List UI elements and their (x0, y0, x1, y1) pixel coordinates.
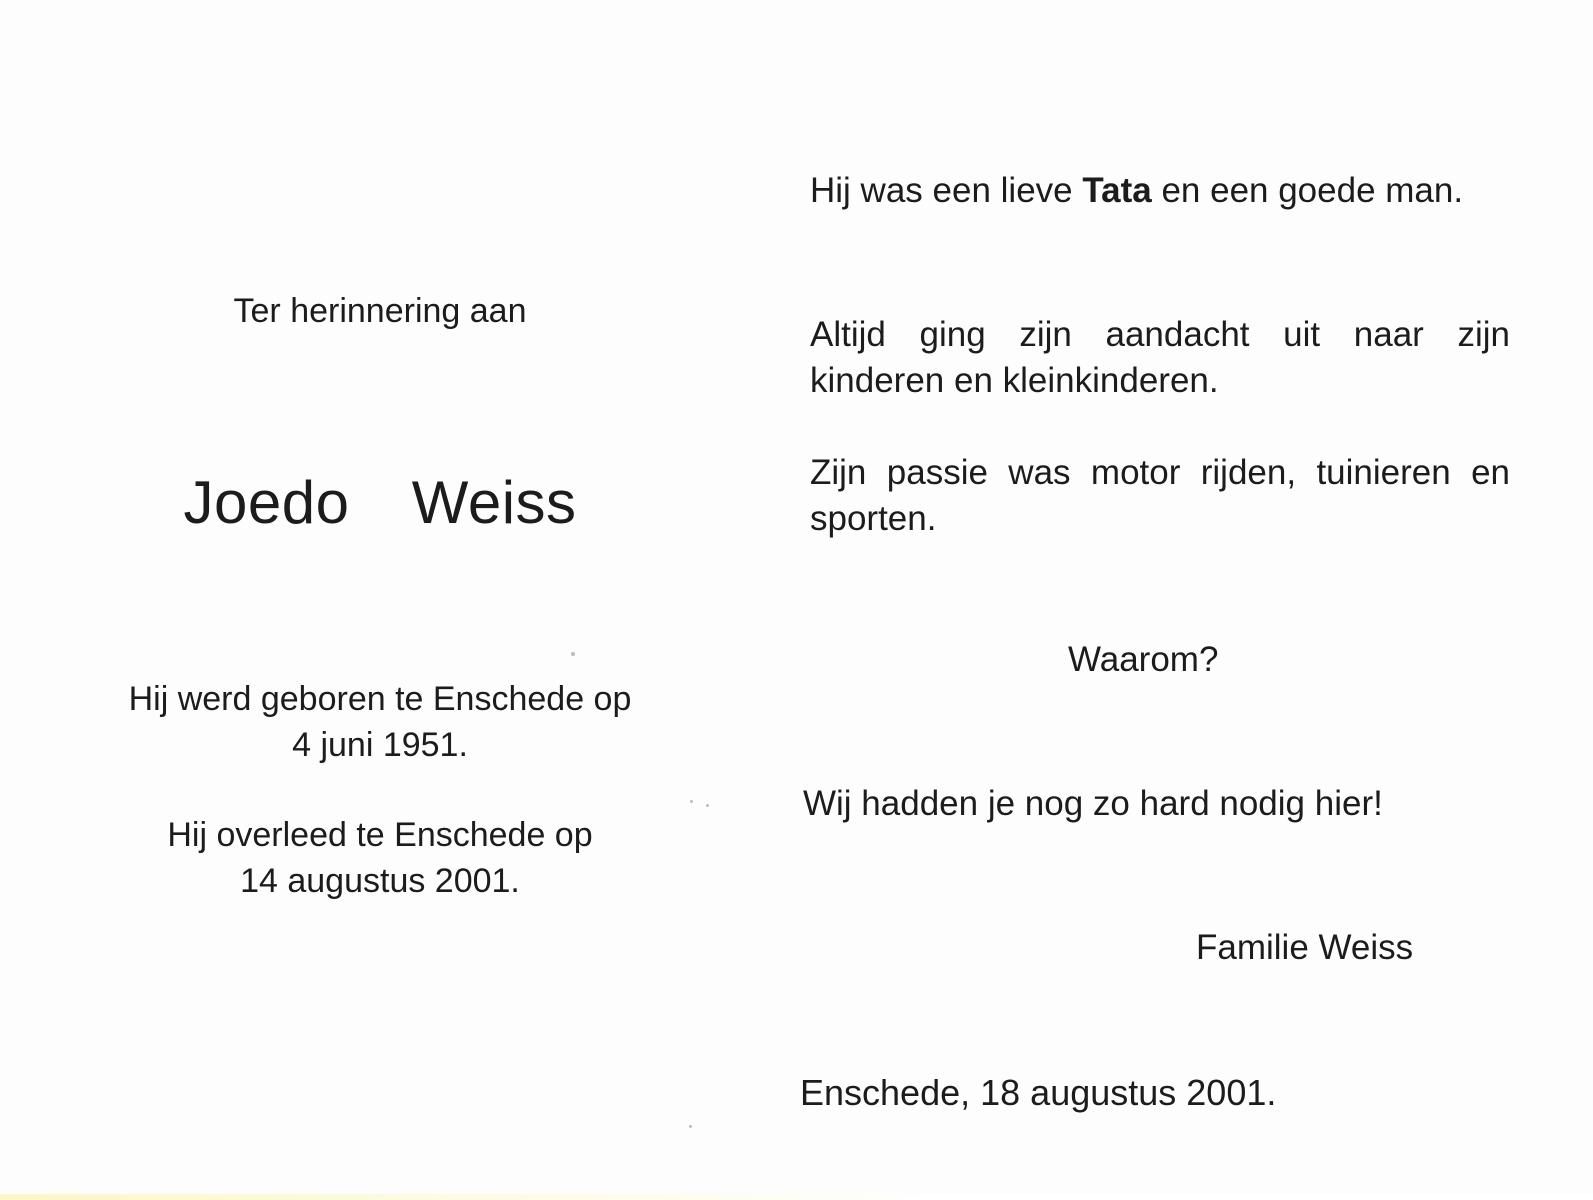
paragraph-tata-end: en een goede man. (1151, 171, 1464, 210)
birth-line-2: 4 juni 1951. (292, 726, 468, 764)
missed-text: Wij hadden je nog zo hard nodig hier! (803, 784, 1383, 823)
scan-speck (690, 800, 693, 803)
right-panel (800, 0, 1520, 1200)
intro-text: Ter herinnering aan (233, 292, 527, 330)
question-text: Waarom? (1068, 640, 1219, 679)
birth-line-1: Hij werd geboren te Enschede op (128, 680, 632, 718)
scan-speck (571, 652, 575, 656)
family-signature: Familie Weiss (1196, 928, 1414, 967)
place-date: Enschede, 18 augustus 2001. (800, 1072, 1277, 1113)
birth-statement (60, 676, 700, 768)
death-statement (60, 812, 700, 904)
tata-emphasis: Tata (1082, 171, 1152, 210)
deceased-name: Joedo Weiss (183, 469, 577, 536)
paragraph-attention: Altijd ging zijn aandacht uit naar zijn kinderen en kleinkinderen. (810, 315, 1510, 400)
paragraph-tata (810, 168, 1510, 214)
scan-speck (689, 1125, 692, 1128)
scan-speck (706, 804, 709, 807)
scan-edge (0, 1194, 1593, 1200)
paragraph-tata-start: Hij was een lieve (810, 171, 1083, 210)
paragraph-passion: Zijn passie was motor rijden, tuinieren en sporten. (810, 453, 1510, 538)
left-panel (60, 0, 700, 1200)
death-line-1: Hij overleed te Enschede op (167, 816, 593, 854)
death-line-2: 14 augustus 2001. (240, 862, 520, 900)
